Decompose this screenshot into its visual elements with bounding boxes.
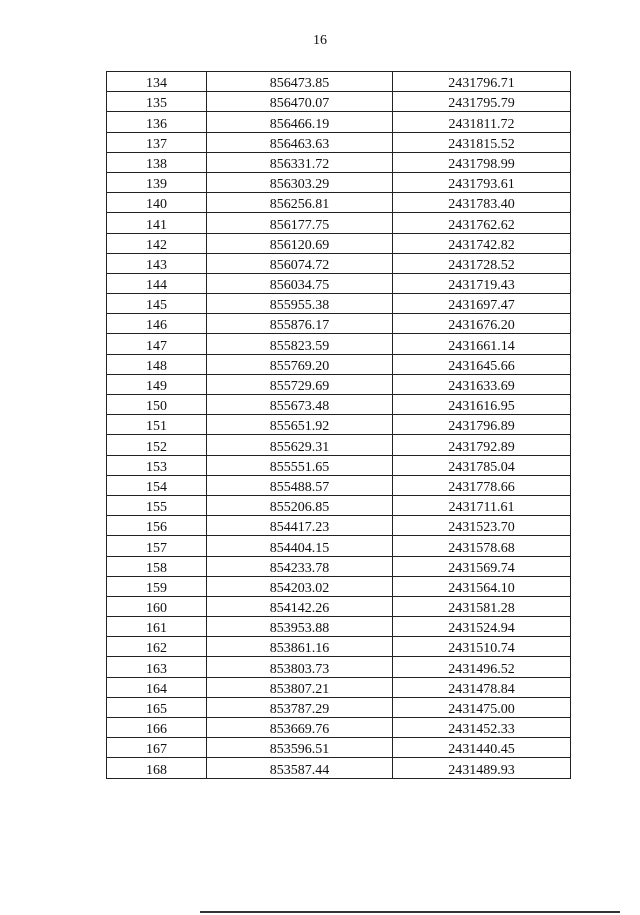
table-row [107,193,571,213]
y-coordinate-cell: 2431661.14 [393,334,571,354]
table-row [107,273,571,293]
x-coordinate-cell: 855551.65 [207,455,393,475]
table-row [107,415,571,435]
table-row [107,637,571,657]
table-row [107,617,571,637]
y-coordinate-cell: 2431815.52 [393,132,571,152]
y-coordinate-cell: 2431796.71 [393,72,571,92]
y-coordinate-cell: 2431564.10 [393,576,571,596]
table-row [107,596,571,616]
x-coordinate-cell: 855651.92 [207,415,393,435]
table-row [107,395,571,415]
y-coordinate-cell: 2431778.66 [393,475,571,495]
x-coordinate-cell: 855629.31 [207,435,393,455]
x-coordinate-cell: 853787.29 [207,697,393,717]
x-coordinate-cell: 853587.44 [207,758,393,778]
point-number-cell: 146 [107,314,207,334]
table-row [107,354,571,374]
y-coordinate-cell: 2431719.43 [393,273,571,293]
point-number-cell: 141 [107,213,207,233]
y-coordinate-cell: 2431742.82 [393,233,571,253]
coordinate-table [106,71,571,779]
x-coordinate-cell: 855955.38 [207,294,393,314]
y-coordinate-cell: 2431798.99 [393,152,571,172]
point-number-cell: 140 [107,193,207,213]
y-coordinate-cell: 2431728.52 [393,253,571,273]
x-coordinate-cell: 856463.63 [207,132,393,152]
x-coordinate-cell: 856303.29 [207,172,393,192]
x-coordinate-cell: 853596.51 [207,738,393,758]
table-row [107,152,571,172]
point-number-cell: 139 [107,172,207,192]
point-number-cell: 138 [107,152,207,172]
coordinate-table-body [107,72,571,779]
y-coordinate-cell: 2431569.74 [393,556,571,576]
point-number-cell: 161 [107,617,207,637]
table-row [107,455,571,475]
y-coordinate-cell: 2431510.74 [393,637,571,657]
point-number-cell: 158 [107,556,207,576]
point-number-cell: 147 [107,334,207,354]
y-coordinate-cell: 2431711.61 [393,495,571,515]
point-number-cell: 160 [107,596,207,616]
table-row [107,92,571,112]
x-coordinate-cell: 853803.73 [207,657,393,677]
point-number-cell: 164 [107,677,207,697]
x-coordinate-cell: 854233.78 [207,556,393,576]
x-coordinate-cell: 855673.48 [207,395,393,415]
table-row [107,172,571,192]
x-coordinate-cell: 854417.23 [207,516,393,536]
table-row [107,677,571,697]
table-row [107,374,571,394]
point-number-cell: 168 [107,758,207,778]
table-row [107,697,571,717]
y-coordinate-cell: 2431676.20 [393,314,571,334]
x-coordinate-cell: 853807.21 [207,677,393,697]
point-number-cell: 136 [107,112,207,132]
table-row [107,314,571,334]
point-number-cell: 159 [107,576,207,596]
y-coordinate-cell: 2431645.66 [393,354,571,374]
point-number-cell: 163 [107,657,207,677]
point-number-cell: 167 [107,738,207,758]
y-coordinate-cell: 2431440.45 [393,738,571,758]
point-number-cell: 165 [107,697,207,717]
y-coordinate-cell: 2431475.00 [393,697,571,717]
y-coordinate-cell: 2431496.52 [393,657,571,677]
x-coordinate-cell: 856034.75 [207,273,393,293]
point-number-cell: 149 [107,374,207,394]
point-number-cell: 145 [107,294,207,314]
point-number-cell: 144 [107,273,207,293]
table-row [107,132,571,152]
table-row [107,334,571,354]
y-coordinate-cell: 2431452.33 [393,718,571,738]
y-coordinate-cell: 2431633.69 [393,374,571,394]
point-number-cell: 157 [107,536,207,556]
y-coordinate-cell: 2431524.94 [393,617,571,637]
point-number-cell: 137 [107,132,207,152]
y-coordinate-cell: 2431793.61 [393,172,571,192]
x-coordinate-cell: 855876.17 [207,314,393,334]
y-coordinate-cell: 2431578.68 [393,536,571,556]
x-coordinate-cell: 856177.75 [207,213,393,233]
y-coordinate-cell: 2431697.47 [393,294,571,314]
x-coordinate-cell: 854142.26 [207,596,393,616]
table-row [107,495,571,515]
x-coordinate-cell: 856466.19 [207,112,393,132]
point-number-cell: 162 [107,637,207,657]
point-number-cell: 153 [107,455,207,475]
y-coordinate-cell: 2431795.79 [393,92,571,112]
point-number-cell: 151 [107,415,207,435]
table-row [107,738,571,758]
point-number-cell: 154 [107,475,207,495]
table-row [107,253,571,273]
x-coordinate-cell: 855769.20 [207,354,393,374]
table-row [107,758,571,778]
table-row [107,233,571,253]
y-coordinate-cell: 2431792.89 [393,435,571,455]
table-row [107,718,571,738]
x-coordinate-cell: 856470.07 [207,92,393,112]
table-row [107,657,571,677]
table-row [107,294,571,314]
table-row [107,576,571,596]
table-row [107,112,571,132]
x-coordinate-cell: 856120.69 [207,233,393,253]
page-bottom-rule [200,911,620,913]
point-number-cell: 142 [107,233,207,253]
table-row [107,556,571,576]
page-number: 16 [313,33,327,48]
x-coordinate-cell: 854203.02 [207,576,393,596]
x-coordinate-cell: 856331.72 [207,152,393,172]
table-row [107,72,571,92]
point-number-cell: 143 [107,253,207,273]
y-coordinate-cell: 2431785.04 [393,455,571,475]
point-number-cell: 148 [107,354,207,374]
x-coordinate-cell: 853669.76 [207,718,393,738]
x-coordinate-cell: 855488.57 [207,475,393,495]
table-row [107,516,571,536]
x-coordinate-cell: 853861.16 [207,637,393,657]
x-coordinate-cell: 855729.69 [207,374,393,394]
y-coordinate-cell: 2431581.28 [393,596,571,616]
table-row [107,536,571,556]
x-coordinate-cell: 853953.88 [207,617,393,637]
table-row [107,213,571,233]
y-coordinate-cell: 2431811.72 [393,112,571,132]
x-coordinate-cell: 855823.59 [207,334,393,354]
table-row [107,435,571,455]
y-coordinate-cell: 2431478.84 [393,677,571,697]
point-number-cell: 134 [107,72,207,92]
x-coordinate-cell: 854404.15 [207,536,393,556]
x-coordinate-cell: 855206.85 [207,495,393,515]
x-coordinate-cell: 856256.81 [207,193,393,213]
y-coordinate-cell: 2431796.89 [393,415,571,435]
y-coordinate-cell: 2431783.40 [393,193,571,213]
point-number-cell: 150 [107,395,207,415]
x-coordinate-cell: 856473.85 [207,72,393,92]
point-number-cell: 135 [107,92,207,112]
y-coordinate-cell: 2431616.95 [393,395,571,415]
x-coordinate-cell: 856074.72 [207,253,393,273]
y-coordinate-cell: 2431489.93 [393,758,571,778]
y-coordinate-cell: 2431762.62 [393,213,571,233]
point-number-cell: 166 [107,718,207,738]
table-row [107,475,571,495]
point-number-cell: 155 [107,495,207,515]
point-number-cell: 152 [107,435,207,455]
point-number-cell: 156 [107,516,207,536]
y-coordinate-cell: 2431523.70 [393,516,571,536]
